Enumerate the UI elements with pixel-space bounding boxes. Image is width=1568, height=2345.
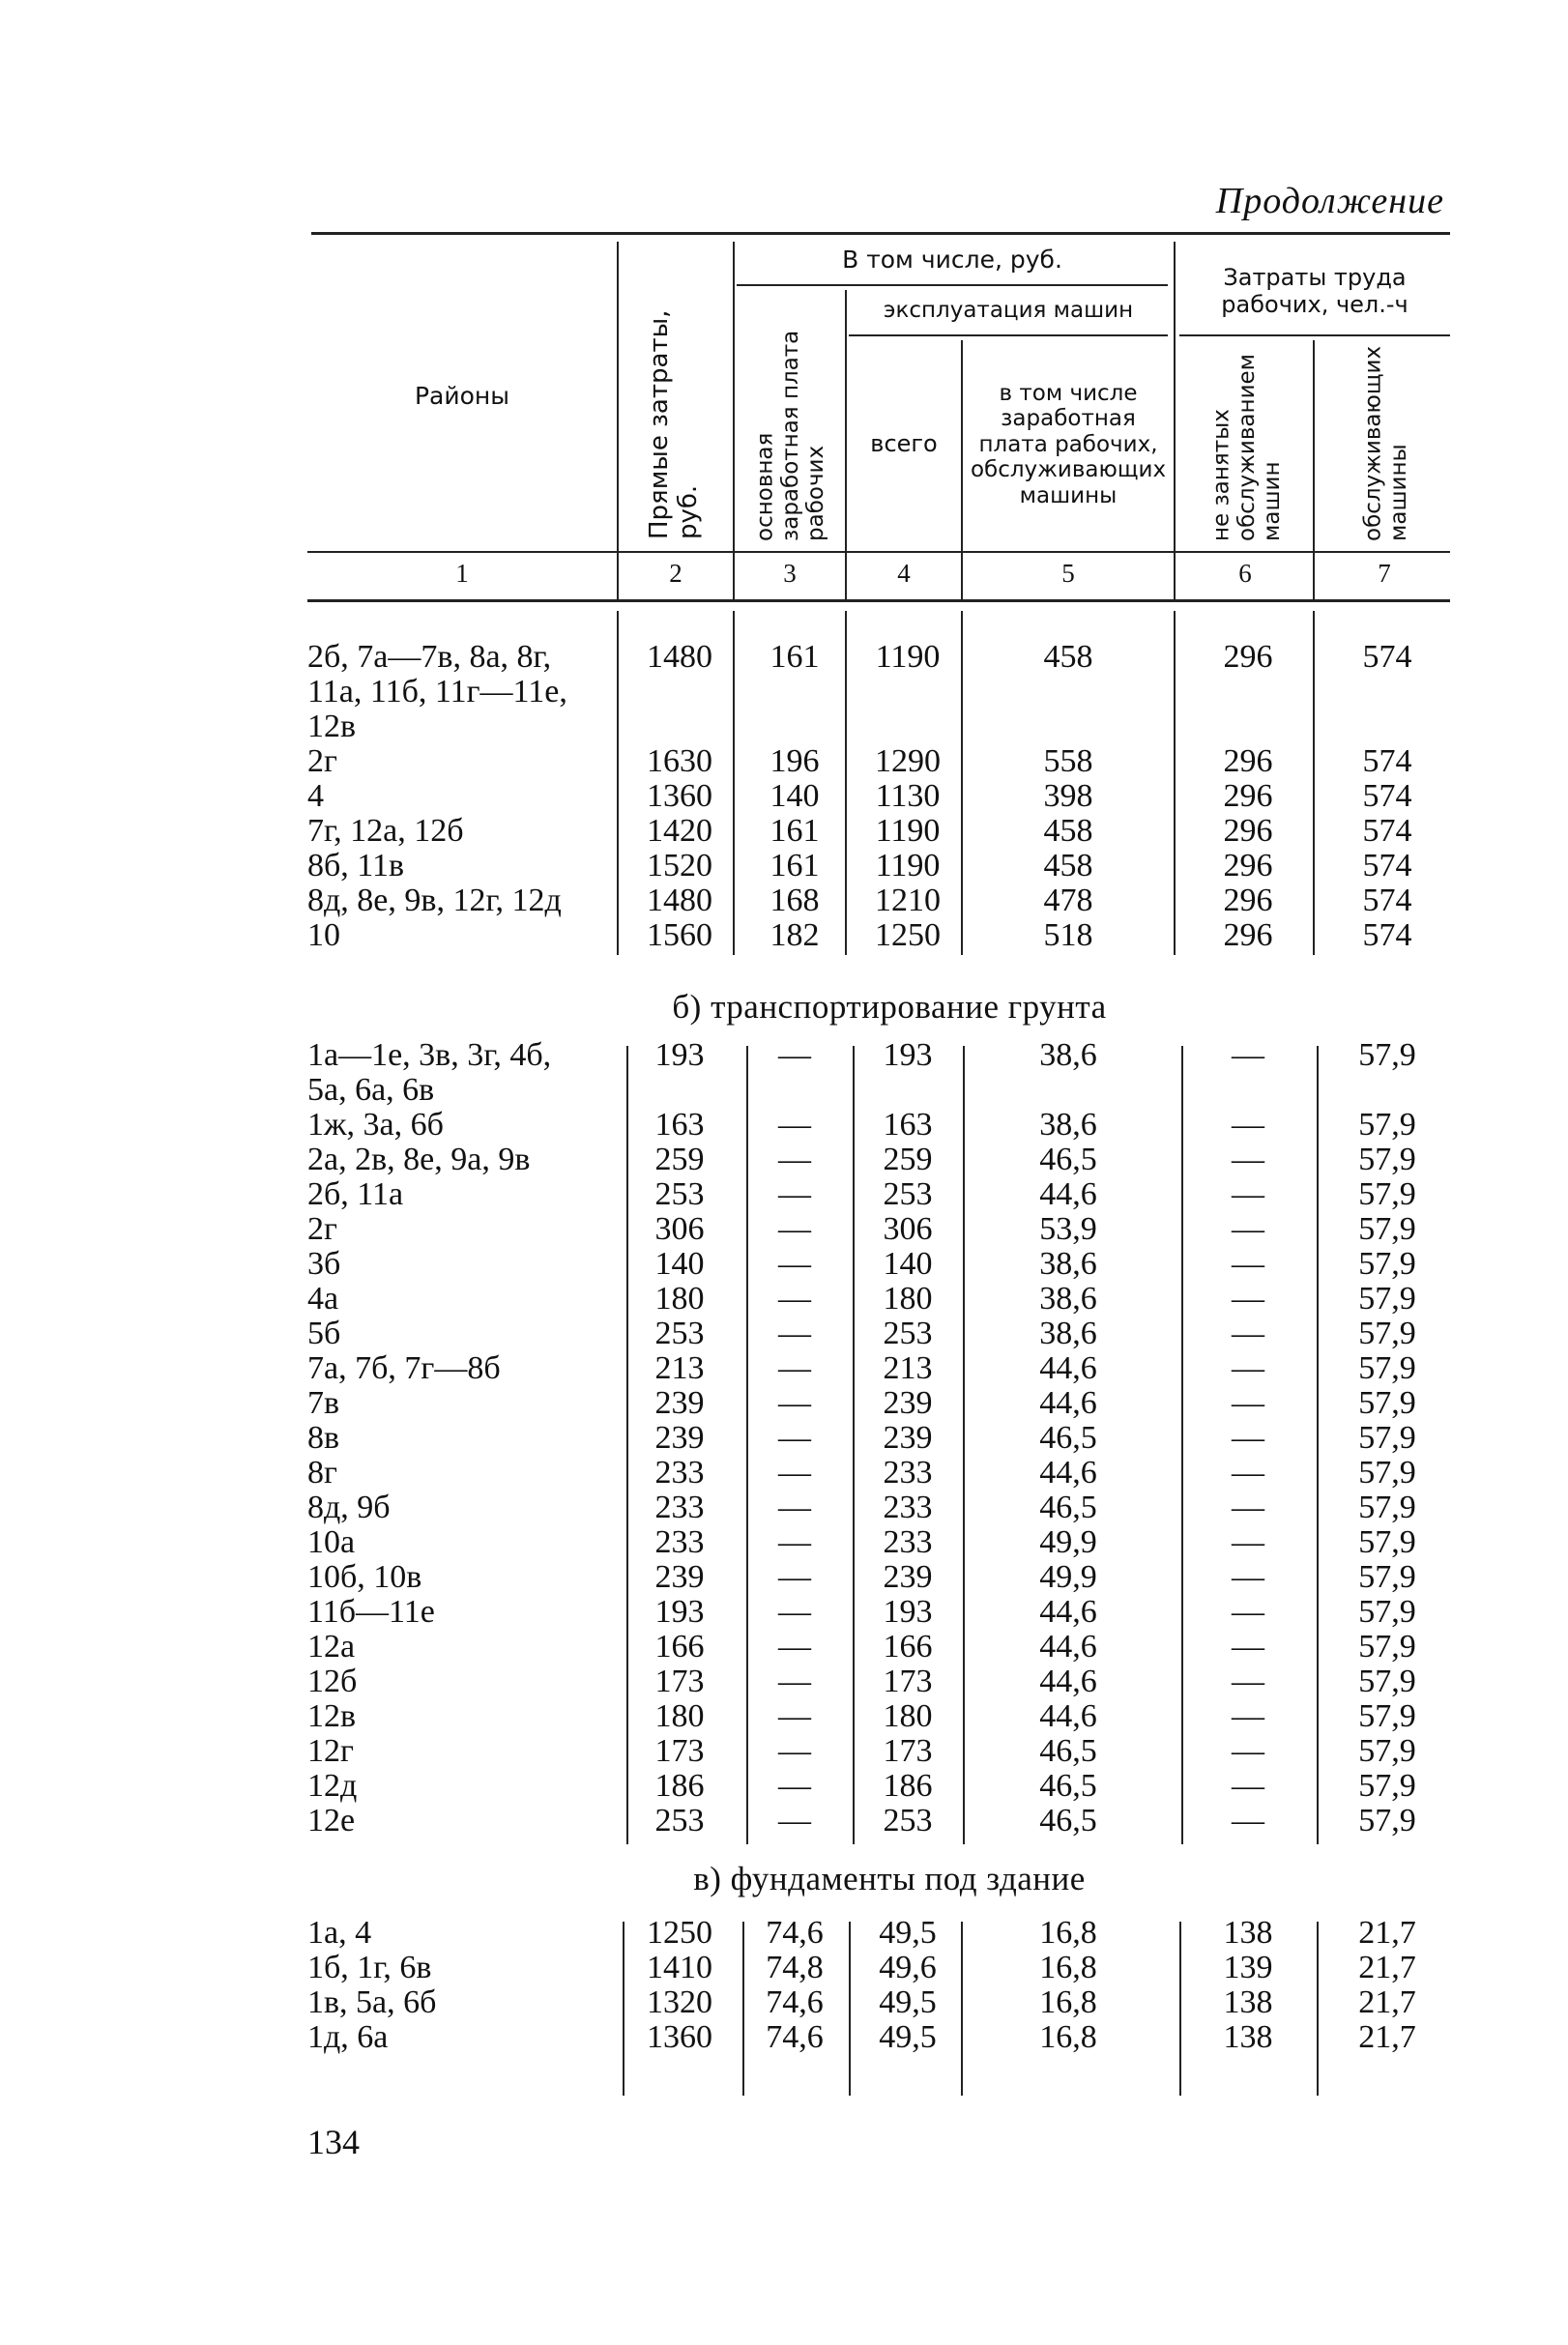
table-row xyxy=(0,1386,1568,1421)
labor-machine-cell: 57,9 xyxy=(1358,1490,1416,1525)
base-wage-cell: — xyxy=(778,1385,811,1421)
base-wage-cell: — xyxy=(778,1490,811,1525)
labor-not-machine-cell: — xyxy=(1232,1629,1264,1665)
direct-costs-cell: 1480 xyxy=(647,883,712,918)
machine-wage-cell: 44,6 xyxy=(1039,1664,1097,1699)
region-cell: 10 xyxy=(307,917,340,953)
machine-wage-cell: 518 xyxy=(1043,917,1093,953)
colnum-6: 6 xyxy=(1238,559,1252,588)
header-including-wage: в том числе заработная плата рабочих, обслуживающих машины xyxy=(970,380,1167,508)
labor-machine-cell: 57,9 xyxy=(1358,1037,1416,1073)
table-row xyxy=(0,1108,1568,1143)
base-wage-cell: 74,6 xyxy=(766,1984,824,2020)
labor-machine-cell: 57,9 xyxy=(1358,1768,1416,1804)
labor-not-machine-cell: — xyxy=(1232,1211,1264,1247)
labor-machine-cell: 57,9 xyxy=(1358,1420,1416,1456)
machine-wage-cell: 46,5 xyxy=(1039,1142,1097,1177)
machine-total-cell: 163 xyxy=(883,1107,933,1143)
direct-costs-cell: 163 xyxy=(654,1107,705,1143)
labor-not-machine-cell: — xyxy=(1232,1768,1264,1804)
labor-machine-cell: 57,9 xyxy=(1358,1664,1416,1699)
section-title-transport: б) транспортирование грунта xyxy=(672,988,1107,1026)
direct-costs-cell: 140 xyxy=(654,1246,705,1282)
table-row xyxy=(0,1769,1568,1804)
region-cell: 8д, 8е, 9в, 12г, 12д xyxy=(307,883,562,918)
header-vline-5 xyxy=(1174,242,1176,599)
machine-wage-cell: 46,5 xyxy=(1039,1420,1097,1456)
region-cell: 5б xyxy=(307,1316,341,1351)
labor-not-machine-cell: 296 xyxy=(1223,813,1273,849)
direct-costs-cell: 193 xyxy=(654,1037,705,1073)
labor-not-machine-cell: — xyxy=(1232,1559,1264,1595)
labor-machine-cell: 57,9 xyxy=(1358,1211,1416,1247)
labor-machine-cell: 57,9 xyxy=(1358,1733,1416,1769)
machine-total-cell: 186 xyxy=(883,1768,933,1804)
region-cell: 2б, 11а xyxy=(307,1176,404,1212)
machine-total-cell: 173 xyxy=(883,1733,933,1769)
base-wage-cell: — xyxy=(778,1455,811,1491)
machine-wage-cell: 46,5 xyxy=(1039,1733,1097,1769)
base-wage-cell: — xyxy=(778,1768,811,1804)
machine-wage-cell: 38,6 xyxy=(1039,1107,1097,1143)
direct-costs-cell: 1520 xyxy=(647,848,712,883)
direct-costs-cell: 1630 xyxy=(647,743,712,779)
machine-wage-cell: 49,9 xyxy=(1039,1524,1097,1560)
machine-total-cell: 239 xyxy=(883,1385,933,1421)
base-wage-cell: 74,8 xyxy=(766,1950,824,1985)
labor-not-machine-cell: — xyxy=(1232,1664,1264,1699)
table-row xyxy=(0,1699,1568,1734)
table-row xyxy=(0,883,1568,918)
region-cell: 1ж, 3а, 6б xyxy=(307,1107,444,1143)
region-cell: 4 xyxy=(307,778,324,814)
labor-not-machine-cell: — xyxy=(1232,1524,1264,1560)
machine-wage-cell: 44,6 xyxy=(1039,1629,1097,1665)
region-cell: 2г xyxy=(307,1211,337,1247)
machine-total-cell: 233 xyxy=(883,1455,933,1491)
base-wage-cell: 161 xyxy=(769,813,820,849)
header-labor-costs: Затраты труда рабочих, чел.-ч xyxy=(1221,264,1408,318)
direct-costs-cell: 253 xyxy=(654,1803,705,1838)
labor-not-machine-cell: — xyxy=(1232,1281,1264,1317)
direct-costs-cell: 1480 xyxy=(647,639,712,675)
labor-not-machine-cell: — xyxy=(1232,1246,1264,1282)
machine-total-cell: 239 xyxy=(883,1559,933,1595)
direct-costs-cell: 213 xyxy=(654,1350,705,1386)
colnum-2: 2 xyxy=(669,559,682,588)
table-row xyxy=(0,2020,1568,2055)
table-row xyxy=(0,1916,1568,1951)
base-wage-cell: — xyxy=(778,1211,811,1247)
labor-machine-cell: 574 xyxy=(1362,917,1412,953)
labor-machine-cell: 57,9 xyxy=(1358,1316,1416,1351)
region-cell: 11б—11е xyxy=(307,1594,435,1630)
machine-total-cell: 233 xyxy=(883,1490,933,1525)
labor-not-machine-cell: — xyxy=(1232,1107,1264,1143)
labor-not-machine-cell: — xyxy=(1232,1176,1264,1212)
region-cell: 10а xyxy=(307,1524,356,1560)
direct-costs-cell: 306 xyxy=(654,1211,705,1247)
table-row xyxy=(0,1177,1568,1212)
labor-not-machine-cell: — xyxy=(1232,1385,1264,1421)
region-cell: 12д xyxy=(307,1768,358,1804)
direct-costs-cell: 1250 xyxy=(647,1915,712,1951)
header-machine-workers: обслуживающих машины xyxy=(1360,345,1411,541)
direct-costs-cell: 253 xyxy=(654,1316,705,1351)
machine-total-cell: 193 xyxy=(883,1594,933,1630)
base-wage-cell: 182 xyxy=(769,917,820,953)
base-wage-cell: — xyxy=(778,1733,811,1769)
direct-costs-cell: 173 xyxy=(654,1664,705,1699)
labor-machine-cell: 21,7 xyxy=(1358,1915,1416,1951)
rule-labor xyxy=(1179,334,1450,336)
table-row xyxy=(0,1143,1568,1177)
machine-wage-cell: 38,6 xyxy=(1039,1316,1097,1351)
header-vline-6 xyxy=(1313,340,1315,599)
direct-costs-cell: 1360 xyxy=(647,2019,712,2055)
machine-total-cell: 253 xyxy=(883,1803,933,1838)
header-top-rule xyxy=(311,232,1450,235)
header-machine-operation: эксплуатация машин xyxy=(883,297,1134,323)
header-direct-costs: Прямые затраты, руб. xyxy=(645,309,703,539)
direct-costs-cell: 180 xyxy=(654,1281,705,1317)
colnum-7: 7 xyxy=(1378,559,1391,588)
labor-not-machine-cell: 296 xyxy=(1223,778,1273,814)
base-wage-cell: — xyxy=(778,1559,811,1595)
machine-wage-cell: 44,6 xyxy=(1039,1455,1097,1491)
region-cell: 8д, 9б xyxy=(307,1490,391,1525)
table-row xyxy=(0,1595,1568,1630)
base-wage-cell: 74,6 xyxy=(766,2019,824,2055)
rule-including xyxy=(737,284,1168,286)
machine-wage-cell: 558 xyxy=(1043,743,1093,779)
table-row xyxy=(0,814,1568,849)
labor-not-machine-cell: 296 xyxy=(1223,883,1273,918)
machine-wage-cell: 16,8 xyxy=(1039,1915,1097,1951)
header-vline-4 xyxy=(961,340,963,599)
machine-wage-cell: 53,9 xyxy=(1039,1211,1097,1247)
base-wage-cell: 161 xyxy=(769,848,820,883)
labor-not-machine-cell: 296 xyxy=(1223,848,1273,883)
rule-machines xyxy=(849,334,1168,336)
base-wage-cell: — xyxy=(778,1107,811,1143)
labor-machine-cell: 21,7 xyxy=(1358,1984,1416,2020)
direct-costs-cell: 1560 xyxy=(647,917,712,953)
table-row xyxy=(0,918,1568,953)
machine-total-cell: 140 xyxy=(883,1246,933,1282)
base-wage-cell: 196 xyxy=(769,743,820,779)
labor-machine-cell: 574 xyxy=(1362,848,1412,883)
table-row xyxy=(0,1282,1568,1317)
region-cell: 3б xyxy=(307,1246,341,1282)
machine-wage-cell: 16,8 xyxy=(1039,2019,1097,2055)
machine-total-cell: 180 xyxy=(883,1281,933,1317)
labor-machine-cell: 57,9 xyxy=(1358,1559,1416,1595)
base-wage-cell: 168 xyxy=(769,883,820,918)
header-including: В том числе, руб. xyxy=(842,245,1062,274)
labor-machine-cell: 57,9 xyxy=(1358,1594,1416,1630)
direct-costs-cell: 1410 xyxy=(647,1950,712,1985)
region-cell: 2а, 2в, 8е, 9а, 9в xyxy=(307,1142,531,1177)
machine-total-cell: 233 xyxy=(883,1524,933,1560)
region-cell: 2б, 7а—7в, 8а, 8г, 11а, 11б, 11г—11е, 12в xyxy=(307,639,567,744)
base-wage-cell: — xyxy=(778,1316,811,1351)
region-cell: 1б, 1г, 6в xyxy=(307,1950,432,1985)
colnum-3: 3 xyxy=(783,559,797,588)
machine-wage-cell: 44,6 xyxy=(1039,1176,1097,1212)
direct-costs-cell: 239 xyxy=(654,1385,705,1421)
machine-total-cell: 253 xyxy=(883,1316,933,1351)
machine-total-cell: 1190 xyxy=(875,639,941,675)
direct-costs-cell: 1420 xyxy=(647,813,712,849)
machine-total-cell: 1210 xyxy=(875,883,941,918)
machine-wage-cell: 38,6 xyxy=(1039,1281,1097,1317)
labor-not-machine-cell: — xyxy=(1232,1803,1264,1838)
labor-machine-cell: 57,9 xyxy=(1358,1246,1416,1282)
direct-costs-cell: 186 xyxy=(654,1768,705,1804)
labor-machine-cell: 57,9 xyxy=(1358,1455,1416,1491)
base-wage-cell: — xyxy=(778,1037,811,1073)
table-row xyxy=(0,1351,1568,1386)
labor-not-machine-cell: 296 xyxy=(1223,639,1273,675)
base-wage-cell: — xyxy=(778,1420,811,1456)
table-row xyxy=(0,1951,1568,1985)
colnum-bottom-rule xyxy=(307,599,1450,602)
region-cell: 12в xyxy=(307,1698,357,1734)
base-wage-cell: 161 xyxy=(769,639,820,675)
labor-not-machine-cell: — xyxy=(1232,1698,1264,1734)
table-row xyxy=(0,640,1568,744)
region-cell: 12б xyxy=(307,1664,358,1699)
region-cell: 7а, 7б, 7г—8б xyxy=(307,1350,501,1386)
labor-machine-cell: 21,7 xyxy=(1358,1950,1416,1985)
table-row xyxy=(0,1630,1568,1665)
direct-costs-cell: 259 xyxy=(654,1142,705,1177)
labor-not-machine-cell: 296 xyxy=(1223,917,1273,953)
table-row xyxy=(0,1038,1568,1108)
machine-total-cell: 1190 xyxy=(875,813,941,849)
base-wage-cell: — xyxy=(778,1803,811,1838)
machine-total-cell: 259 xyxy=(883,1142,933,1177)
machine-wage-cell: 38,6 xyxy=(1039,1037,1097,1073)
base-wage-cell: — xyxy=(778,1281,811,1317)
labor-machine-cell: 57,9 xyxy=(1358,1350,1416,1386)
machine-wage-cell: 46,5 xyxy=(1039,1803,1097,1838)
direct-costs-cell: 166 xyxy=(654,1629,705,1665)
table-row xyxy=(0,1804,1568,1838)
labor-machine-cell: 57,9 xyxy=(1358,1803,1416,1838)
header-regions: Районы xyxy=(414,381,510,410)
machine-wage-cell: 46,5 xyxy=(1039,1490,1097,1525)
machine-wage-cell: 478 xyxy=(1043,883,1093,918)
page-number: 134 xyxy=(307,2123,360,2161)
machine-wage-cell: 38,6 xyxy=(1039,1246,1097,1282)
region-cell: 12г xyxy=(307,1733,354,1769)
machine-wage-cell: 44,6 xyxy=(1039,1385,1097,1421)
base-wage-cell: — xyxy=(778,1176,811,1212)
region-cell: 1а, 4 xyxy=(307,1915,372,1951)
table-row xyxy=(0,1665,1568,1699)
direct-costs-cell: 253 xyxy=(654,1176,705,1212)
direct-costs-cell: 233 xyxy=(654,1455,705,1491)
machine-total-cell: 49,6 xyxy=(879,1950,937,1985)
machine-wage-cell: 458 xyxy=(1043,639,1093,675)
labor-machine-cell: 57,9 xyxy=(1358,1698,1416,1734)
table-row xyxy=(0,1421,1568,1456)
region-cell: 12а xyxy=(307,1629,356,1665)
table-row xyxy=(0,1560,1568,1595)
direct-costs-cell: 239 xyxy=(654,1420,705,1456)
labor-not-machine-cell: 296 xyxy=(1223,743,1273,779)
base-wage-cell: — xyxy=(778,1594,811,1630)
base-wage-cell: — xyxy=(778,1246,811,1282)
table-row xyxy=(0,1317,1568,1351)
labor-not-machine-cell: — xyxy=(1232,1316,1264,1351)
machine-total-cell: 213 xyxy=(883,1350,933,1386)
machine-wage-cell: 458 xyxy=(1043,813,1093,849)
header-bottom-rule xyxy=(307,551,1450,553)
table-row xyxy=(0,744,1568,779)
colnum-1: 1 xyxy=(455,559,469,588)
direct-costs-cell: 180 xyxy=(654,1698,705,1734)
base-wage-cell: — xyxy=(778,1698,811,1734)
labor-not-machine-cell: — xyxy=(1232,1594,1264,1630)
table-row xyxy=(0,1525,1568,1560)
machine-wage-cell: 16,8 xyxy=(1039,1984,1097,2020)
direct-costs-cell: 239 xyxy=(654,1559,705,1595)
labor-not-machine-cell: 138 xyxy=(1223,2019,1273,2055)
table-row xyxy=(0,1456,1568,1491)
machine-total-cell: 239 xyxy=(883,1420,933,1456)
header-vline-2 xyxy=(733,242,735,599)
labor-machine-cell: 57,9 xyxy=(1358,1629,1416,1665)
labor-machine-cell: 57,9 xyxy=(1358,1142,1416,1177)
machine-total-cell: 1250 xyxy=(875,917,941,953)
colnum-4: 4 xyxy=(897,559,911,588)
header-not-machine: не занятых обслуживанием машин xyxy=(1208,353,1286,541)
machine-wage-cell: 16,8 xyxy=(1039,1950,1097,1985)
table-row xyxy=(0,1491,1568,1525)
machine-wage-cell: 44,6 xyxy=(1039,1350,1097,1386)
direct-costs-cell: 173 xyxy=(654,1733,705,1769)
header-base-wage: основная заработная плата рабочих xyxy=(752,330,829,541)
machine-wage-cell: 46,5 xyxy=(1039,1768,1097,1804)
labor-not-machine-cell: 139 xyxy=(1223,1950,1273,1985)
direct-costs-cell: 233 xyxy=(654,1524,705,1560)
region-cell: 4а xyxy=(307,1281,339,1317)
table-row xyxy=(0,1985,1568,2020)
direct-costs-cell: 1320 xyxy=(647,1984,712,2020)
base-wage-cell: — xyxy=(778,1629,811,1665)
labor-machine-cell: 57,9 xyxy=(1358,1524,1416,1560)
header-vline-3 xyxy=(845,290,847,599)
labor-machine-cell: 574 xyxy=(1362,743,1412,779)
machine-wage-cell: 44,6 xyxy=(1039,1698,1097,1734)
labor-not-machine-cell: — xyxy=(1232,1142,1264,1177)
table-row xyxy=(0,1247,1568,1282)
labor-not-machine-cell: 138 xyxy=(1223,1984,1273,2020)
table-row xyxy=(0,779,1568,814)
machine-total-cell: 306 xyxy=(883,1211,933,1247)
region-cell: 8б, 11в xyxy=(307,848,405,883)
labor-not-machine-cell: — xyxy=(1232,1350,1264,1386)
labor-not-machine-cell: — xyxy=(1232,1733,1264,1769)
section-title-foundations: в) фундаменты под здание xyxy=(693,1860,1086,1897)
machine-total-cell: 1130 xyxy=(875,778,941,814)
labor-machine-cell: 574 xyxy=(1362,778,1412,814)
labor-machine-cell: 57,9 xyxy=(1358,1176,1416,1212)
machine-total-cell: 49,5 xyxy=(879,1915,937,1951)
machine-total-cell: 49,5 xyxy=(879,2019,937,2055)
labor-machine-cell: 57,9 xyxy=(1358,1281,1416,1317)
base-wage-cell: 74,6 xyxy=(766,1915,824,1951)
continued-label: Продолжение xyxy=(1215,181,1444,221)
labor-not-machine-cell: — xyxy=(1232,1037,1264,1073)
labor-machine-cell: 57,9 xyxy=(1358,1107,1416,1143)
direct-costs-cell: 1360 xyxy=(647,778,712,814)
machine-wage-cell: 458 xyxy=(1043,848,1093,883)
labor-machine-cell: 574 xyxy=(1362,883,1412,918)
labor-machine-cell: 21,7 xyxy=(1358,2019,1416,2055)
base-wage-cell: — xyxy=(778,1524,811,1560)
machine-total-cell: 1290 xyxy=(875,743,941,779)
machine-total-cell: 1190 xyxy=(875,848,941,883)
labor-not-machine-cell: — xyxy=(1232,1420,1264,1456)
region-cell: 8г xyxy=(307,1455,337,1491)
labor-machine-cell: 574 xyxy=(1362,813,1412,849)
direct-costs-cell: 193 xyxy=(654,1594,705,1630)
base-wage-cell: — xyxy=(778,1664,811,1699)
machine-wage-cell: 44,6 xyxy=(1039,1594,1097,1630)
machine-total-cell: 49,5 xyxy=(879,1984,937,2020)
header-total: всего xyxy=(870,430,938,458)
machine-total-cell: 166 xyxy=(883,1629,933,1665)
region-cell: 1а—1е, 3в, 3г, 4б, 5а, 6а, 6в xyxy=(307,1037,552,1108)
labor-not-machine-cell: — xyxy=(1232,1455,1264,1491)
region-cell: 1в, 5а, 6б xyxy=(307,1984,437,2020)
region-cell: 12е xyxy=(307,1803,356,1838)
labor-machine-cell: 57,9 xyxy=(1358,1385,1416,1421)
labor-not-machine-cell: — xyxy=(1232,1490,1264,1525)
base-wage-cell: — xyxy=(778,1142,811,1177)
region-cell: 7в xyxy=(307,1385,340,1421)
base-wage-cell: — xyxy=(778,1350,811,1386)
table-row xyxy=(0,849,1568,883)
region-cell: 8в xyxy=(307,1420,340,1456)
labor-machine-cell: 574 xyxy=(1362,639,1412,675)
header-vline-1 xyxy=(617,242,619,599)
table-row xyxy=(0,1212,1568,1247)
direct-costs-cell: 233 xyxy=(654,1490,705,1525)
region-cell: 7г, 12а, 12б xyxy=(307,813,464,849)
region-cell: 1д, 6а xyxy=(307,2019,389,2055)
machine-total-cell: 193 xyxy=(883,1037,933,1073)
machine-wage-cell: 398 xyxy=(1043,778,1093,814)
region-cell: 2г xyxy=(307,743,337,779)
machine-total-cell: 180 xyxy=(883,1698,933,1734)
table-row xyxy=(0,1734,1568,1769)
labor-not-machine-cell: 138 xyxy=(1223,1915,1273,1951)
machine-total-cell: 173 xyxy=(883,1664,933,1699)
machine-total-cell: 253 xyxy=(883,1176,933,1212)
machine-wage-cell: 49,9 xyxy=(1039,1559,1097,1595)
base-wage-cell: 140 xyxy=(769,778,820,814)
colnum-5: 5 xyxy=(1061,559,1075,588)
region-cell: 10б, 10в xyxy=(307,1559,422,1595)
